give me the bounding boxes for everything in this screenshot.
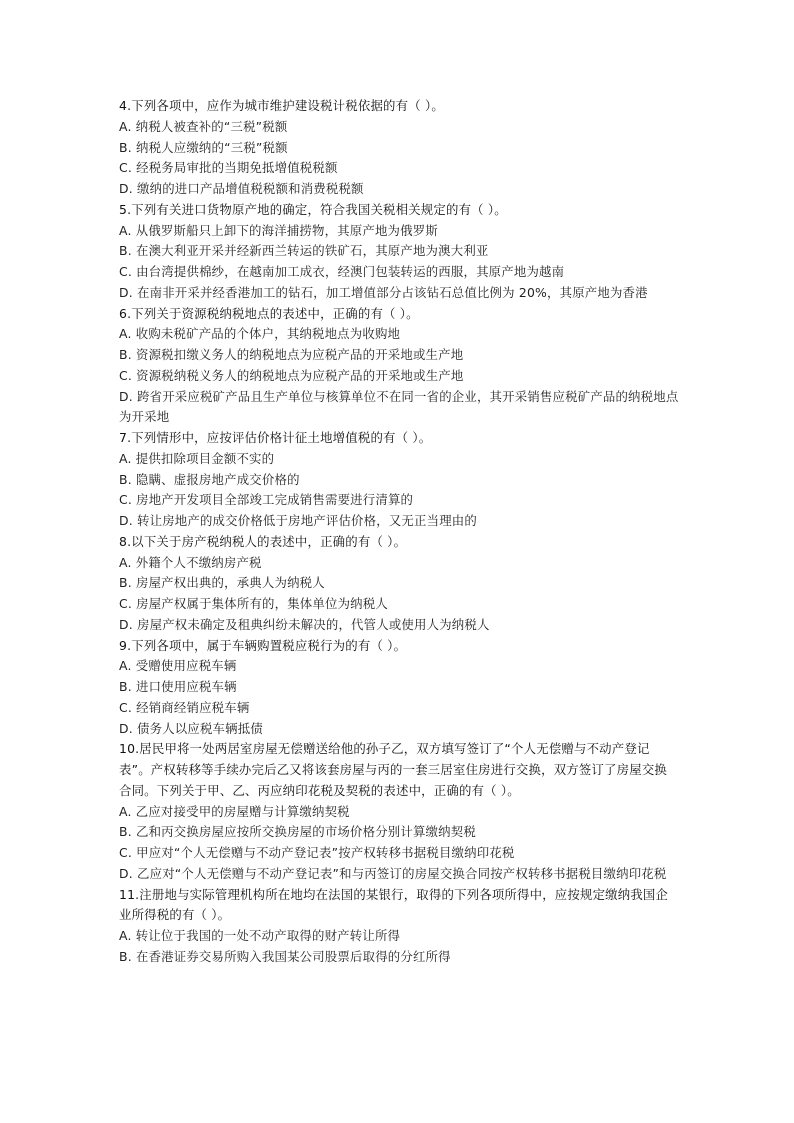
question-9-option-b: B. 进口使用应税车辆 <box>119 679 237 694</box>
question-5-option-d: D. 在南非开采并经香港加工的钻石，加工增值部分占该钻石总值比例为 20%，其原产地为香港 <box>119 284 648 300</box>
question-8-stem: 8.以下关于房产税纳税人的表述中，正确的有（ ）。 <box>119 533 407 549</box>
question-10-option-a: A. 乙应对接受甲的房屋赠与计算缴纳契税 <box>119 803 350 819</box>
question-9-option-d: D. 债务人以应税车辆抵债 <box>119 720 263 736</box>
question-10-option-b: B. 乙和丙交换房屋应按所交换房屋的市场价格分别计算缴纳契税 <box>119 824 476 840</box>
question-4-option-c: C. 经税务局审批的当期免抵增值税税额 <box>119 160 338 176</box>
question-6-stem: 6.下列关于资源税纳税地点的表述中，正确的有（ ）。 <box>119 305 419 321</box>
question-9-stem: 9.下列各项中，属于车辆购置税应税行为的有（ ）。 <box>119 637 407 653</box>
question-7-option-d: D. 转让房地产的成交价格低于房地产评估价格，又无正当理由的 <box>119 513 477 528</box>
question-9-option-c: C. 经销商经销应税车辆 <box>119 699 250 715</box>
question-7-stem: 7.下列情形中，应按评估价格计征土地增值税的有（ ）。 <box>119 430 432 445</box>
question-8-option-d: D. 房屋产权未确定及租典纠纷未解决的，代管人或使用人为纳税人 <box>119 616 490 632</box>
question-8-option-b: B. 房屋产权出典的，承典人为纳税人 <box>119 575 325 591</box>
question-6-option-d: D. 跨省开采应税矿产品且生产单位与核算单位不在同一省的企业，其开采销售应税矿产品的纳税地点为开采地 <box>119 388 679 425</box>
question-5-stem: 5.下列有关进口货物原产地的确定，符合我国关税相关规定的有（ ）。 <box>119 201 507 217</box>
question-10-option-c: C. 甲应对“个人无偿赠与不动产登记表”按产权转移书据税目缴纳印花税 <box>119 845 515 860</box>
question-5-option-c: C. 由台湾提供棉纱，在越南加工成衣，经澳门包装转运的西服，其原产地为越南 <box>119 264 565 279</box>
question-4-stem: 4.下列各项中，应作为城市维护建设税计税依据的有（ ）。 <box>119 98 444 113</box>
question-8-option-c: C. 房屋产权属于集体所有的，集体单位为纳税人 <box>119 596 388 611</box>
question-8-option-a: A. 外籍个人不缴纳房产税 <box>119 554 262 570</box>
question-9-option-a: A. 受赠使用应税车辆 <box>119 658 237 674</box>
question-7-option-a: A. 提供扣除项目金额不实的 <box>119 450 275 466</box>
question-11-option-a: A. 转让位于我国的一处不动产取得的财产转让所得 <box>119 928 401 943</box>
question-10-option-d: D. 乙应对“个人无偿赠与不动产登记表”和与丙签订的房屋交换合同按产权转移书据税目缴纳印花税 <box>119 865 667 881</box>
question-11-stem: 11.注册地与实际管理机构所在地均在法国的某银行，取得的下列各项所得中，应按规定缴纳我国企业所得税的有（ ）。 <box>119 886 669 923</box>
question-7-option-b: B. 隐瞒、虚报房地产成交价格的 <box>119 471 300 487</box>
question-11-option-b: B. 在香港证券交易所购入我国某公司股票后取得的分红所得 <box>119 948 451 964</box>
question-7-option-c: C. 房地产开发项目全部竣工完成销售需要进行清算的 <box>119 492 414 508</box>
question-4-option-a: A. 纳税人被查补的“三税”税额 <box>119 118 288 134</box>
question-6-option-a: A. 收购未税矿产品的个体户，其纳税地点为收购地 <box>119 326 401 342</box>
question-4-option-d: D. 缴纳的进口产品增值税税额和消费税税额 <box>119 181 364 196</box>
question-5-option-a: A. 从俄罗斯船只上卸下的海洋捕捞物，其原产地为俄罗斯 <box>119 222 438 238</box>
question-5-option-b: B. 在澳大利亚开采并经新西兰转运的铁矿石，其原产地为澳大利亚 <box>119 243 489 259</box>
question-6-option-c: C. 资源税纳税义务人的纳税地点为应税产品的开采地或生产地 <box>119 367 464 383</box>
question-6-option-b: B. 资源税扣缴义务人的纳税地点为应税产品的开采地或生产地 <box>119 347 464 362</box>
question-10-stem: 10.居民甲将一处两居室房屋无偿赠送给他的孙子乙，双方填写签订了“个人无偿赠与不动产登记表”。产权转移等手续办完后乙又将该套房屋与丙的一套三居室住房进行交换，双方签订了房屋交换合同。下列关于甲、乙、丙应纳印花税及契税的表述中，正确的有（ ）。 <box>119 741 668 798</box>
question-4-option-b: B. 纳税人应缴纳的“三税”税额 <box>119 139 288 155</box>
document-page <box>119 96 679 968</box>
